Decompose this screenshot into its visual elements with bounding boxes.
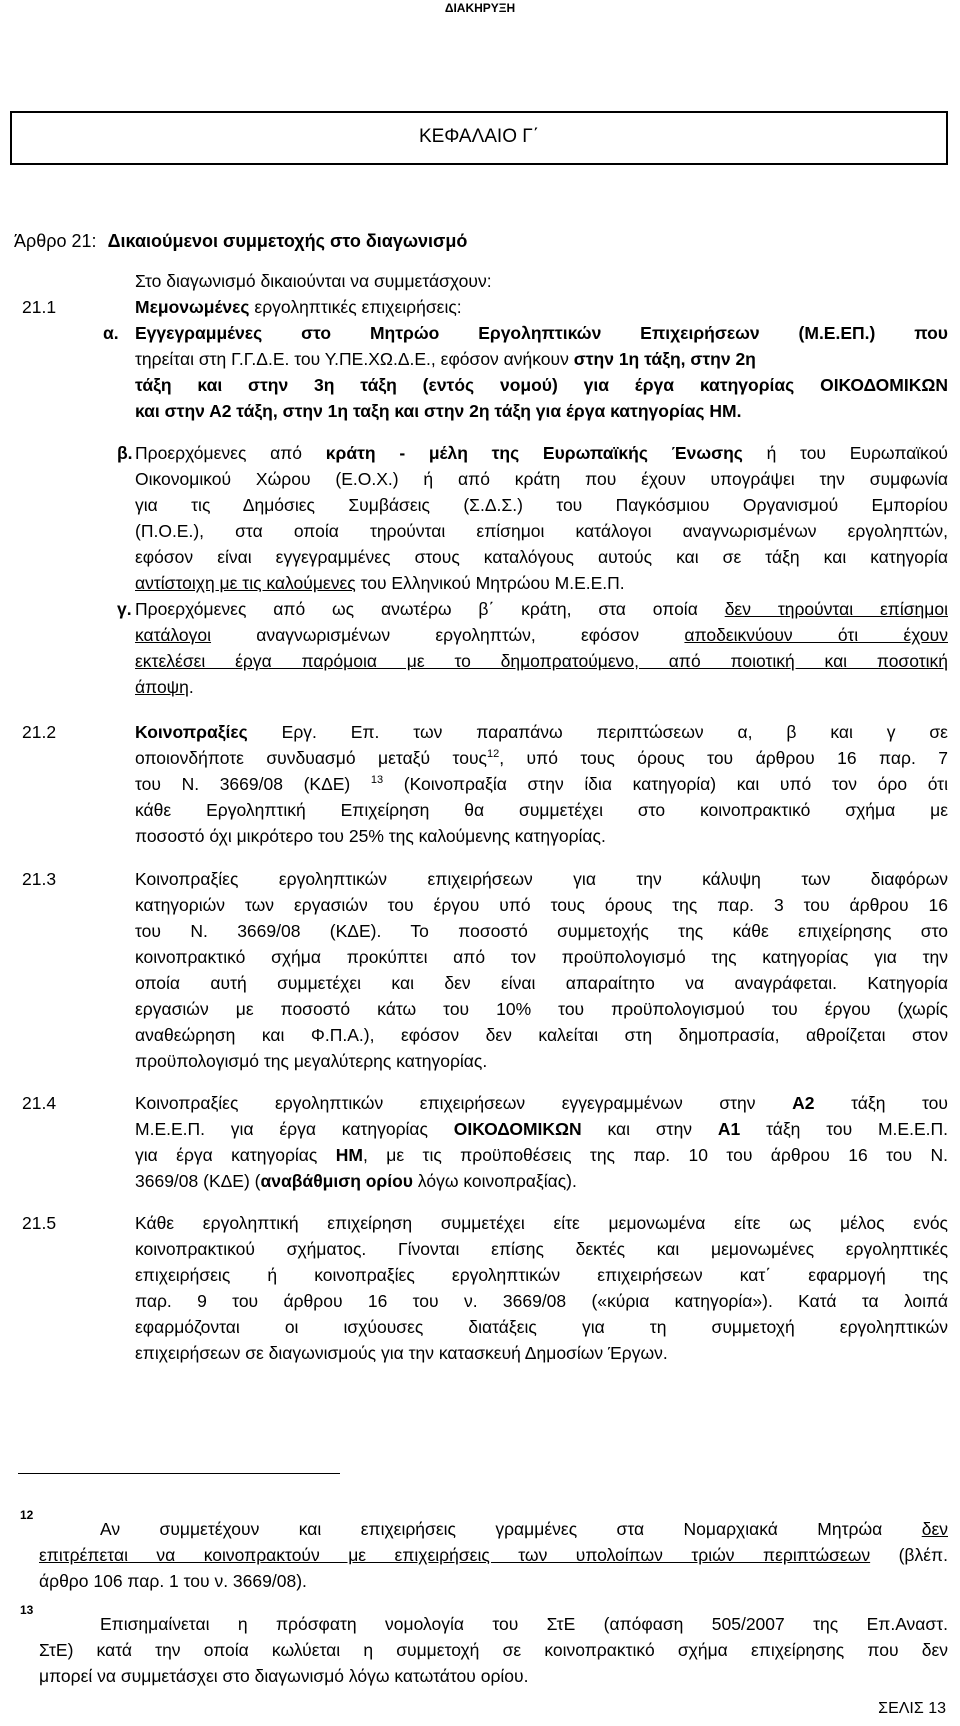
s21-4-number: 21.4 <box>22 1093 57 1113</box>
s21-5-line: κοινοπρακτικού σχήματος. Γίνονται επίσης δεκτές και μεμονωμένες εργοληπτικές <box>135 1239 948 1259</box>
s21-2-line-3 <box>135 771 948 797</box>
s21-3-line: αναθεώρηση και Φ.Π.Α.), εφόσον δεν καλείται στη δημοπρασία, αθροίζεται στον <box>135 1025 948 1045</box>
s21-3-line: κατηγοριών των εργασιών του έργου υπό τους όρους της παρ. 3 του άρθρου 16 <box>135 895 948 915</box>
s21-4-line-4 <box>135 1168 577 1194</box>
s21-4-line-3b: ΗΜ <box>335 1145 363 1165</box>
s21-3-line: του Ν. 3669/08 (ΚΔΕ). Το ποσοστό συμμετοχής της κάθε επιχείρησης στο <box>135 921 948 941</box>
item-a-line-2 <box>135 346 756 372</box>
s21-3-line: οποία αυτή συμμετέχει και δεν είναι απαραίτητο να αναγράφεται. Κατηγορία <box>135 973 948 993</box>
s21-2-line-2b: , υπό τους όρους του άρθρου 16 παρ. 7 <box>499 748 949 768</box>
item-c-line-4a: άποψη <box>135 677 189 697</box>
footnote-12-number: 12 <box>20 1508 34 1522</box>
item-c-line-4b: . <box>188 677 194 697</box>
s21-4-line-1 <box>135 1090 948 1116</box>
s21-4-line-2c: και στην <box>607 1119 693 1139</box>
footnote-13-line-2: ΣτΕ) κατά την οποία κωλύεται η συμμετοχή σε κοινοπρακτικό σχήμα επιχείρησης που δεν <box>39 1640 948 1660</box>
item-b-line-6 <box>135 570 625 596</box>
s21-3-line: Κοινοπραξίες εργοληπτικών επιχειρήσεων για την κάλυψη των διαφόρων <box>135 869 948 889</box>
article-heading <box>14 228 467 254</box>
footnote-separator <box>18 1473 340 1474</box>
item-c-line-2c: αποδεικνύουν ότι έχουν <box>684 625 948 645</box>
s21-4-line-4c: λόγω κοινοπραξίας). <box>413 1171 577 1191</box>
s21-4-line-1c: τάξη του <box>851 1093 948 1113</box>
footnote-12-line-1 <box>100 1516 948 1542</box>
footnote-13-line-1: Επισημαίνεται η πρόσφατη νομολογία του ΣτΕ (απόφαση 505/2007 της Επ.Αναστ. <box>100 1614 948 1634</box>
item-b-line-2: Οικονομικού Χώρου (Ε.Ο.Χ.) ή από κράτη που έχουν υπογράψει την συμφωνία <box>135 469 948 489</box>
s21-4-line-3 <box>135 1142 948 1168</box>
s21-4-line-2d: Α1 <box>717 1119 741 1139</box>
s21-1-intro: Στο διαγωνισμό δικαιούνται να συμμετάσχουν: <box>135 271 492 291</box>
item-b-line-1 <box>135 440 948 466</box>
item-a-line-1: Εγγεγραμμένες στο Μητρώο Εργοληπτικών Επιχειρήσεων (Μ.Ε.ΕΠ.) που <box>135 323 948 343</box>
footnote-12-line-1a: Αν συμμετέχουν και επιχειρήσεις γραμμένες στα Νομαρχιακά Μητρώα <box>100 1519 883 1539</box>
item-a-line-3: τάξη και στην 3η τάξη (εντός νομού) για έργα κατηγορίας ΟΙΚΟΔΟΜΙΚΩΝ <box>135 375 948 395</box>
item-b-line-3: για τις Δημόσιες Συμβάσεις (Σ.Δ.Σ.) του Παγκόσμιου Οργανισμού Εμπορίου <box>135 495 948 515</box>
item-b-line-6b: του Ελληνικού Μητρώου Μ.Ε.Ε.Π. <box>360 573 625 593</box>
item-a-line-2a: τηρείται στη Γ.Γ.Δ.Ε. του Υ.ΠΕ.ΧΩ.Δ.Ε. <box>135 349 431 369</box>
s21-2-line-3b: (Κοινοπραξία στην ίδια κατηγορία) και υπό τον όρο ότι <box>383 774 948 794</box>
s21-4-line-4a: 3669/08 (ΚΔΕ) ( <box>135 1171 261 1191</box>
footnote-ref-13[interactable]: 13 <box>370 774 384 787</box>
s21-1-lead <box>135 294 462 320</box>
s21-1-lead-bold: Μεμονωμένες <box>135 297 250 317</box>
footnote-13-number: 13 <box>20 1603 34 1617</box>
s21-3-line: κοινοπρακτικό σχήμα προκύπτει από τον προϋπολογισμό της κατηγορίας για την <box>135 947 948 967</box>
s21-4-line-2e: τάξη του Μ.Ε.Ε.Π. <box>766 1119 948 1139</box>
s21-3-line: προϋπολογισμό της μεγαλύτερης κατηγορίας. <box>135 1051 488 1071</box>
s21-5-number: 21.5 <box>22 1213 57 1233</box>
footnote-ref-12[interactable]: 12 <box>486 748 500 761</box>
chapter-title: ΚΕΦΑΛΑΙΟ Γ΄ <box>418 126 540 147</box>
s21-2-line-2 <box>135 745 948 771</box>
footnote-12-line-2b: (βλέπ. <box>898 1545 948 1565</box>
item-a-line-2b: , εφόσον ανήκουν <box>430 349 569 369</box>
s21-1-lead-rest: εργοληπτικές επιχειρήσεις: <box>254 297 462 317</box>
s21-4-line-1b: Α2 <box>792 1093 815 1113</box>
article-number: Άρθρο 21: <box>14 231 97 251</box>
s21-2-line-2a: οποιονδήποτε συνδυασμό μεταξύ τους <box>135 748 487 768</box>
footnote-13-line-3: μπορεί να συμμετάσχει στο διαγωνισμό λόγω κατωτάτου ορίου. <box>39 1666 529 1686</box>
item-b-line-4: (Π.Ο.Ε.), στα οποία τηρούνται επίσημοι κατάλογοι αναγνωρισμένων εργοληπτών, <box>135 521 948 541</box>
item-c-line-1 <box>135 596 948 622</box>
s21-4-line-4b: αναβάθμιση ορίου <box>260 1171 413 1191</box>
item-c-line-2 <box>135 622 948 648</box>
s21-4-line-2a: Μ.Ε.Ε.Π. για έργα κατηγορίας <box>135 1119 428 1139</box>
document-header: ΔΙΑΚΗΡΥΞΗ <box>444 1 516 15</box>
footnote-12-line-1b: δεν <box>921 1519 948 1539</box>
s21-5-line: εφαρμόζονται οι ισχύουσες διατάξεις για τη συμμετοχή εργοληπτικών <box>135 1317 948 1337</box>
s21-2-line-1 <box>135 719 948 745</box>
s21-4-line-1a: Κοινοπραξίες εργοληπτικών επιχειρήσεων εγγεγραμμένων στην <box>135 1093 756 1113</box>
item-c-line-4 <box>135 674 194 700</box>
item-b-line-1b: κράτη - μέλη της Ευρωπαϊκής Ένωσης <box>325 443 743 463</box>
chapter-box <box>10 111 948 165</box>
article-title: Δικαιούμενοι συμμετοχής στο διαγωνισμό <box>107 231 468 251</box>
item-c-line-3: εκτελέσει έργα παρόμοια με το δημοπρατούμενο, από ποιοτική και ποσοτική <box>135 651 948 671</box>
s21-4-line-2 <box>135 1116 948 1142</box>
item-c-line-2a: κατάλογοι <box>135 625 212 645</box>
s21-5-line: επιχειρήσεων σε διαγωνισμούς για την κατασκευή Δημοσίων Έργων. <box>135 1343 668 1363</box>
item-c-line-1a: Προερχόμενες από ως ανωτέρω β΄ κράτη, στα οποία <box>135 599 698 619</box>
item-b-label: β. <box>117 443 133 463</box>
footnote-12-line-3: άρθρο 106 παρ. 1 του ν. 3669/08). <box>39 1571 307 1591</box>
s21-2-number: 21.2 <box>22 722 57 742</box>
s21-2-line-3a: του Ν. 3669/08 (ΚΔΕ) <box>135 774 351 794</box>
item-b-line-1c: ή του Ευρωπαϊκού <box>766 443 948 463</box>
s21-5-line: επιχειρήσεις ή κοινοπραξίες εργοληπτικών επιχειρήσεων κατ΄ εφαρμογή της <box>135 1265 948 1285</box>
item-c-label: γ. <box>117 599 132 619</box>
item-c-line-2b: αναγνωρισμένων εργοληπτών, εφόσον <box>256 625 640 645</box>
s21-4-line-3a: για έργα κατηγορίας <box>135 1145 318 1165</box>
s21-4-line-3c: , με τις προϋποθέσεις της παρ. 10 του άρθρου 16 του Ν. <box>362 1145 948 1165</box>
footnote-12-line-2 <box>39 1542 948 1568</box>
item-b-line-5: εφόσον είναι εγγεγραμμένες στους καταλόγους αυτούς και σε τάξη και κατηγορία <box>135 547 948 567</box>
s21-2-line-1b: Εργ. Επ. των παραπάνω περιπτώσεων α, β και γ σε <box>281 722 948 742</box>
item-a-line-2c: στην 1η τάξη, στην 2η <box>573 349 756 369</box>
item-b-line-1a: Προερχόμενες από <box>135 443 303 463</box>
item-c-line-1b: δεν τηρούνται επίσημοι <box>724 599 948 619</box>
s21-2-line-1a: Κοινοπραξίες <box>135 722 248 742</box>
item-b-line-6a: αντίστοιχη με τις καλούμενες <box>135 573 356 593</box>
s21-1-number: 21.1 <box>22 297 57 317</box>
item-a-label: α. <box>103 323 119 343</box>
s21-4-line-2b: ΟΙΚΟΔΟΜΙΚΩΝ <box>453 1119 582 1139</box>
page-number: ΣΕΛΙΣ 13 <box>878 1700 946 1717</box>
s21-2-line-5: ποσοστό όχι μικρότερο του 25% της καλούμενης κατηγορίας. <box>135 826 606 846</box>
item-a-line-4: και στην Α2 τάξη, στην 1η ταξη και στην 2η τάξη για έργα κατηγορίας ΗΜ. <box>135 401 742 421</box>
footnote-12-line-2a: επιτρέπεται να κοινοπρακτούν με επιχειρήσεις των υπολοίπων τριών περιπτώσεων <box>39 1545 871 1565</box>
s21-5-line: Κάθε εργοληπτική επιχείρηση συμμετέχει είτε μεμονωμένα είτε ως μέλος ενός <box>135 1213 948 1233</box>
s21-5-line: παρ. 9 του άρθρου 16 του ν. 3669/08 («κύρια κατηγορία»). Κατά τα λοιπά <box>135 1291 948 1311</box>
s21-3-line: εργασιών με ποσοστό κάτω του 10% του προϋπολογισμού του έργου (χωρίς <box>135 999 948 1019</box>
s21-3-number: 21.3 <box>22 869 57 889</box>
s21-2-line-4: κάθε Εργοληπτική Επιχείρηση θα συμμετέχει στο κοινοπρακτικό σχήμα με <box>135 800 948 820</box>
